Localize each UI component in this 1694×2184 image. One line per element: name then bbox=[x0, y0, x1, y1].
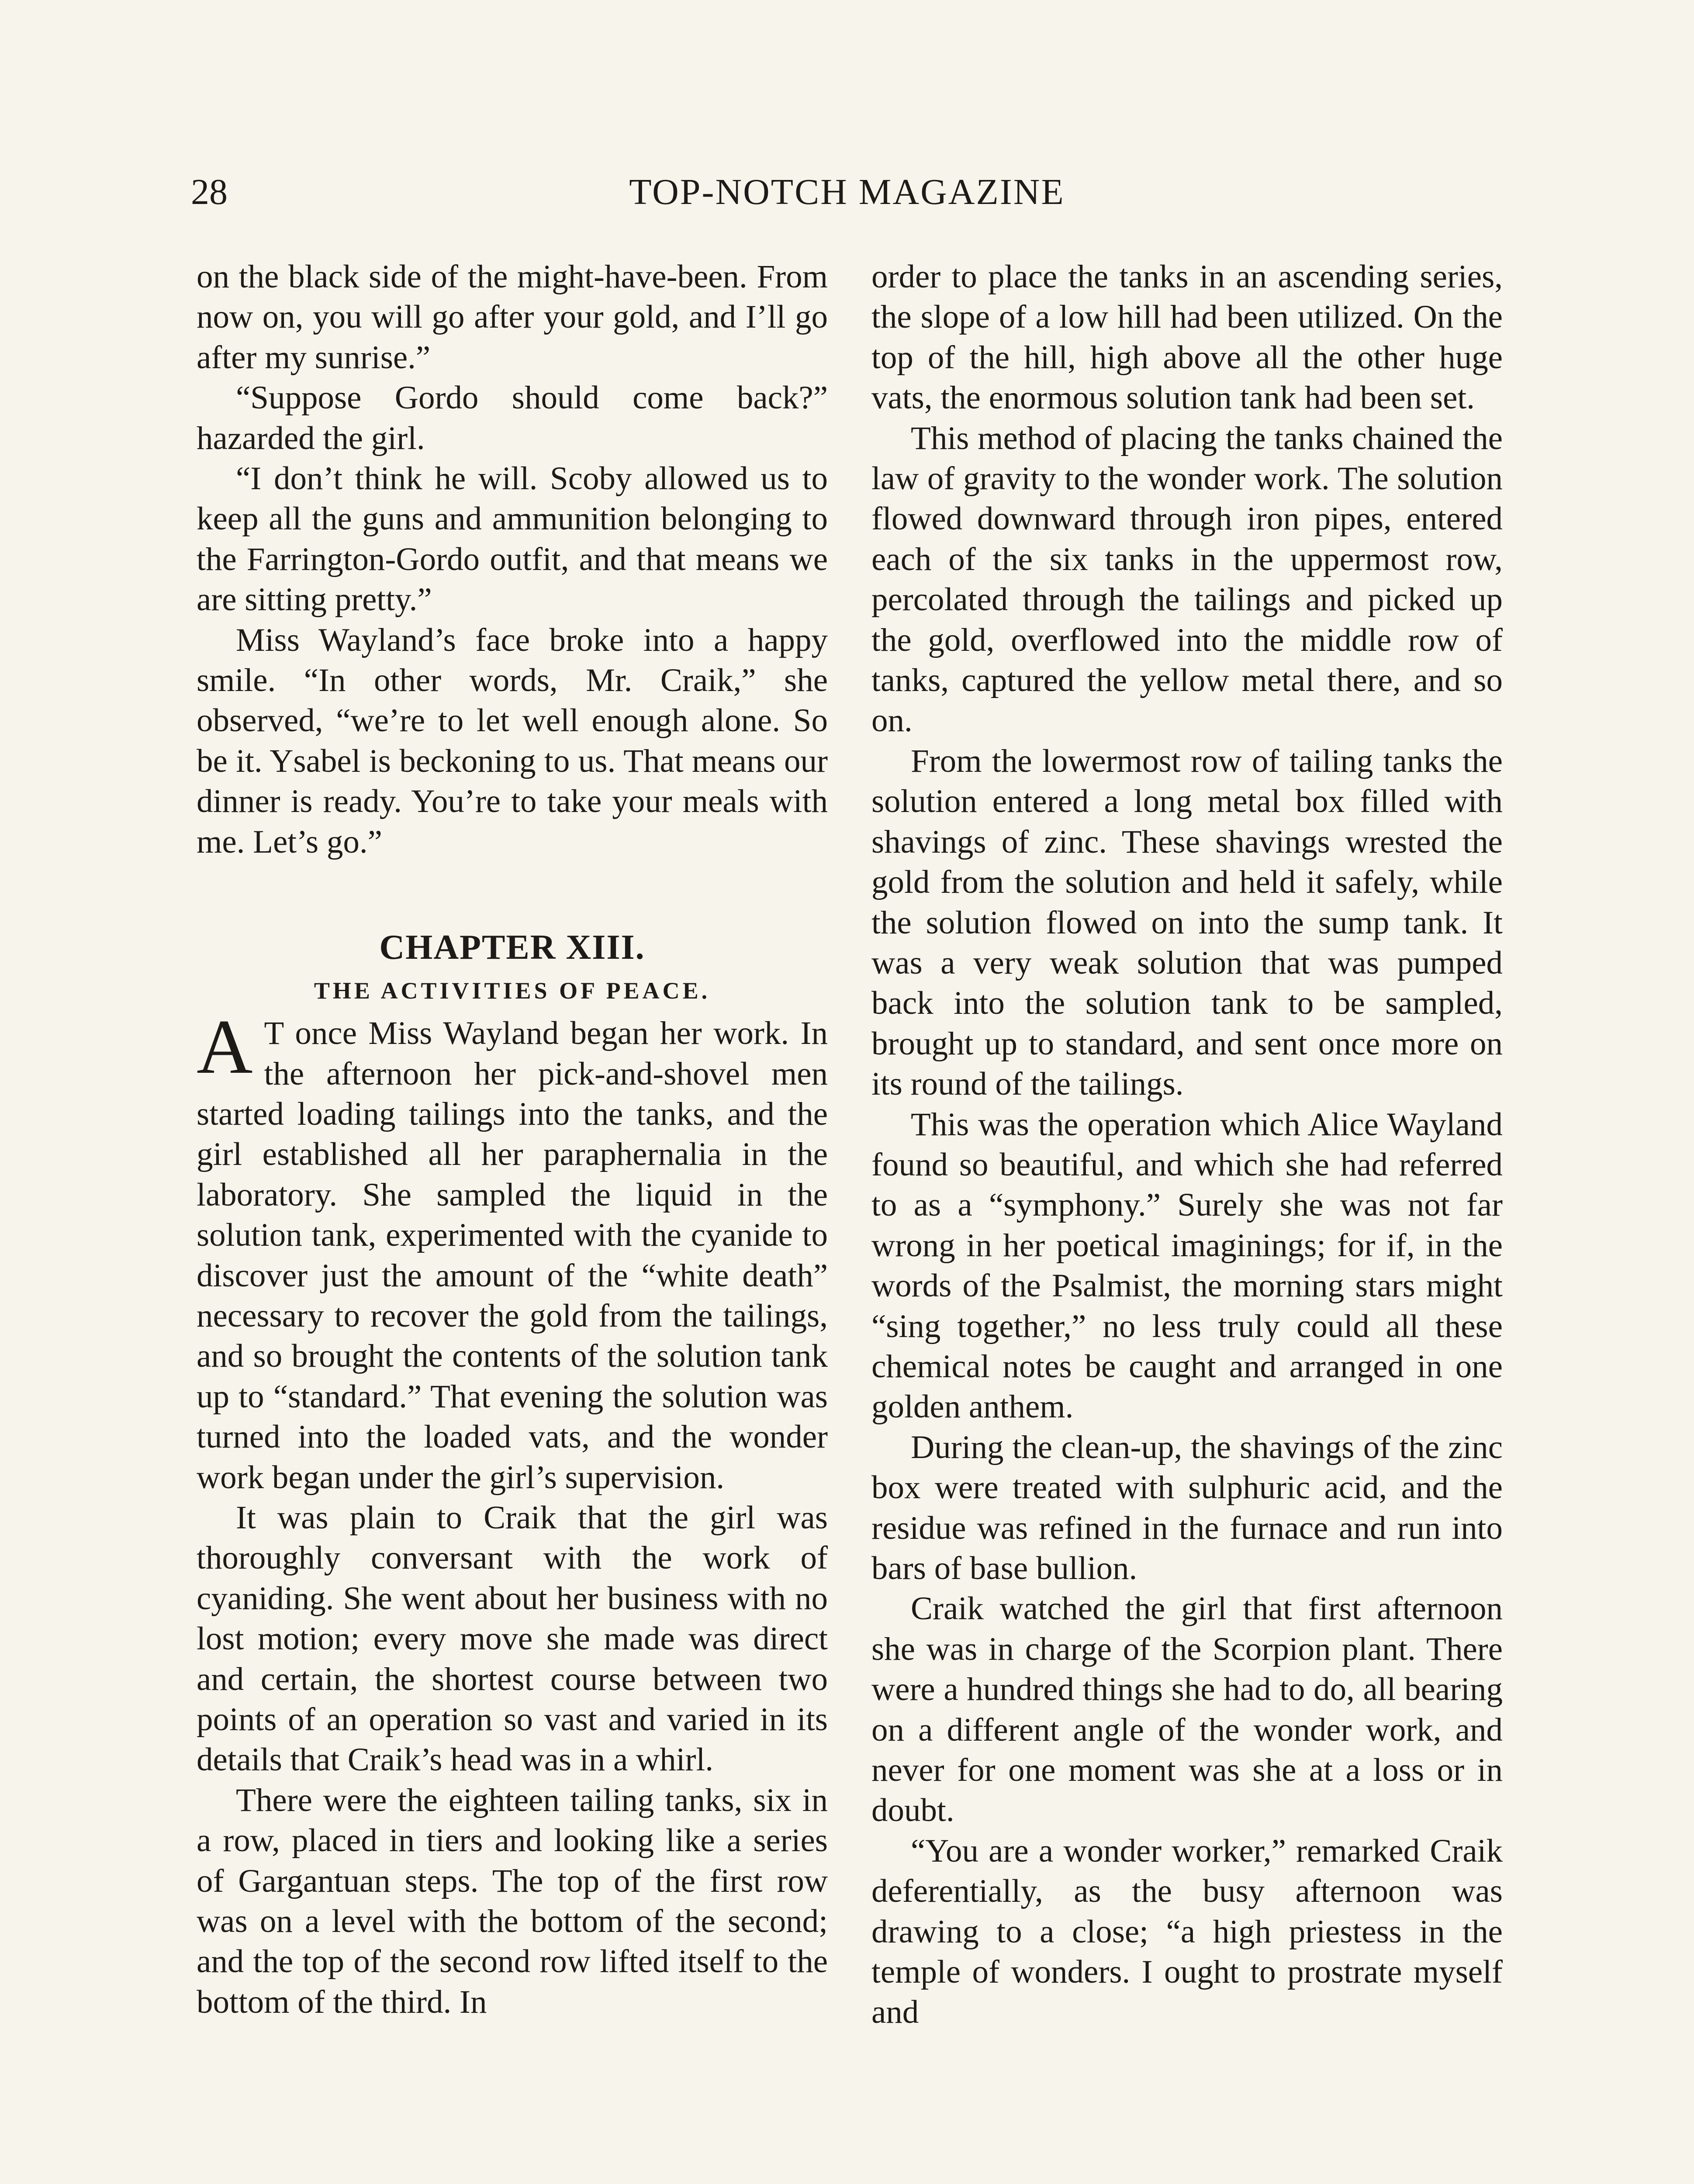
paragraph-text: T once Miss Wayland began her work. In the afternoon her pick-and-shovel men started loading tailings into the tanks, and the girl established all her paraphernalia in the laboratory. She sampled the liquid in the solution tank, experimented with the cyanide to discover just the amount of the “white death” necessary to recover the gold from the tailings, and so brought the contents of the solution tank up to “standard.” That evening the solution was turned into the loaded vats, and the wonder work began under the girl’s supervision. bbox=[197, 1015, 828, 1496]
right-column bbox=[871, 257, 1503, 2033]
left-column bbox=[197, 257, 828, 2022]
paragraph: “I don’t think he will. Scoby allowed us to keep all the guns and ammunition belonging to the Farrington-Gordo outfit, and that means we are sitting pretty.” bbox=[197, 460, 828, 618]
paragraph: During the clean-up, the shavings of the zinc box were treated with sulphuric acid, and the residue was refined in the furnace and run into bars of base bullion. bbox=[871, 1429, 1503, 1586]
running-head: TOP-NOTCH MAGAZINE bbox=[629, 172, 1065, 212]
page-number: 28 bbox=[191, 172, 228, 212]
paragraph: From the lowermost row of tailing tanks the solution entered a long metal box filled with shavings of zinc. These shavings wrested the gold from the solution and held it safely, while the solution flowed on into the sump tank. It was a very weak solution that was pumped back into the solution tank to be sampled, brought up to standard, and sent once more on its round of the tailings. bbox=[871, 743, 1503, 1102]
chapter-opening-paragraph bbox=[197, 1003, 828, 1498]
paragraph: It was plain to Craik that the girl was thoroughly conversant with the work of cyaniding. She went about her business with no lost motion; every move she made was direct and certain, the shortest course between two points of an operation so vast and varied in its details that Craik’s head was in a whirl. bbox=[197, 1499, 828, 1778]
paragraph: Craik watched the girl that first afternoon she was in charge of the Scorpion plant. There were a hundred things she had to do, all bearing on a different angle of the wonder work, and never for one moment was she at a loss or in doubt. bbox=[871, 1590, 1503, 1829]
paragraph: “You are a wonder worker,” remarked Craik deferentially, as the busy afternoon was drawing to a close; “a high priestess in the temple of wonders. I ought to prostrate myself and bbox=[871, 1832, 1503, 2031]
paragraph: This was the operation which Alice Wayland found so beautiful, and which she had referred to as a “symphony.” Surely she was not far wrong in her poetical imaginings; for if, in the words of the Psalmist, the morning stars might “sing together,” no less truly could all these chemical notes be caught and arranged in one golden anthem. bbox=[871, 1106, 1503, 1425]
chapter-subtitle: THE ACTIVITIES OF PEACE. bbox=[314, 978, 711, 1004]
paragraph: “Suppose Gordo should come back?” hazarded the girl. bbox=[197, 380, 828, 456]
drop-cap: A bbox=[197, 1003, 253, 1090]
paragraph: This method of placing the tanks chained the law of gravity to the wonder work. The solution flowed downward through iron pipes, entered each of the six tanks in the uppermost row, percolated through the tailings and picked up the gold, overflowed into the middle row of tanks, captured the yellow metal there, and so on. bbox=[871, 420, 1503, 739]
paragraph: Miss Wayland’s face broke into a happy smile. “In other words, Mr. Craik,” she observed, “we’re to let well enough alone. So be it. Ysabel is beckoning to us. That means our dinner is ready. You’re to take your meals with me. Let’s go.” bbox=[197, 622, 828, 860]
paragraph: on the black side of the might-have-been. From now on, you will go after your gold, and I’ll go after my sunrise.” bbox=[197, 259, 828, 376]
chapter-title: CHAPTER XIII. bbox=[379, 928, 645, 967]
paragraph: There were the eighteen tailing tanks, six in a row, placed in tiers and looking like a series of Gargantuan steps. The top of the first row was on a level with the bottom of the second; and the top of the second row lifted itself to the bottom of the third. In bbox=[197, 1782, 828, 2020]
paragraph: order to place the tanks in an ascending series, the slope of a low hill had been utilized. On the top of the hill, high above all the other huge vats, the enormous solution tank had been set. bbox=[871, 259, 1503, 416]
